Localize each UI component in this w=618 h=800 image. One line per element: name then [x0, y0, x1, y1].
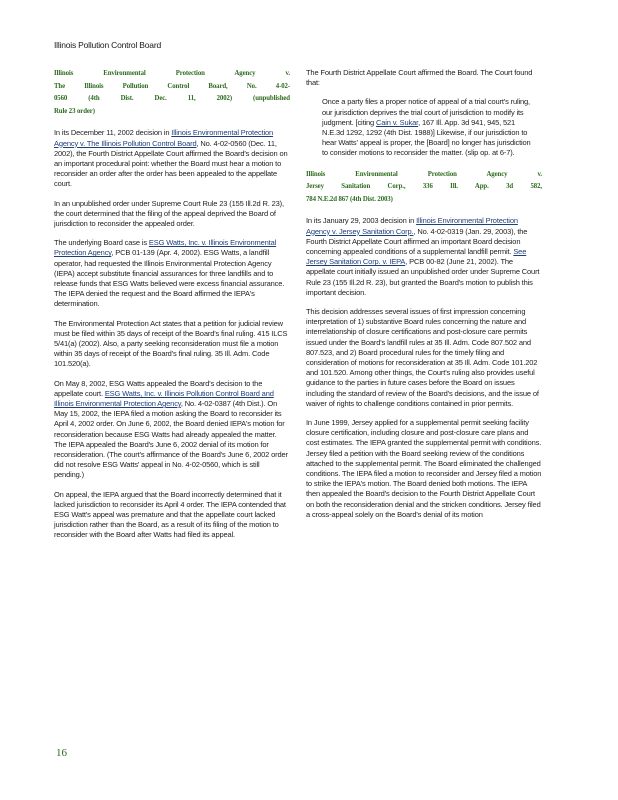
left-column: [54, 68, 290, 550]
case-link[interactable]: Illinois Environmental Protection Agency v. Jersey Sanitation Corp.: [306, 216, 518, 236]
case-link[interactable]: Cain v. Sukar: [376, 117, 419, 127]
case-link[interactable]: Illinois Environmental Protection Agency v. The Illinois Pollution Control Board: [54, 128, 274, 148]
paragraph: On appeal, the IEPA argued that the Board incorrectly determined that it lacked jurisdiction to reconsider its April 4 order. The IEPA contended that ESG Watt's appeal was premature and that the appellate court lacked jurisdiction rather than the Board, as a result of its filing of the motion to reconsider with the Board after Watts had filed its appeal.: [54, 489, 286, 540]
case-heading-line: The Illinois Pollution Control Board, No. 4-02-: [54, 82, 290, 90]
right-column: [306, 68, 542, 529]
paragraph: This decision addresses several issues of first impression concerning interpretation of 1) substantive Board rules concerning the nature and interrelationship of closure certifications and post-closure care permits issued under the Board's landfill rules at 35 Ill. Adm. Code 807.502 and 807.523, and 2) Board procedural rules for the timely filing and consideration of motions for reconsideration at 35 Ill. Adm. Code 101.202 and 101.520. Among other things, the Court's ruling also provides useful guidance to the parties in future cases before the Board on issues including the standard of review of the Board's decisions, and the issue of waiver of rights to challenge conditions contained in prior permits.: [306, 307, 539, 408]
case-heading-line: Rule 23 order): [54, 107, 95, 115]
paragraph: In its December 11, 2002 decision in Illinois Environmental Protection Agency v. The Illinois Pollution Control Board, No. 4-02-0560 (Dec. 11, 2002), the Fourth District Appellate Court affirmed the Board's decision on an important procedural point: whether the Board must hear a motion to reconsider an order after the order has been appealed to the appellate court.: [54, 128, 288, 189]
case-link[interactable]: Jersey Sanitation Corp. v. IEPA: [306, 257, 406, 267]
case-heading-line: Jersey Sanitation Corp., 336 Ill. App. 3d 582,: [306, 183, 542, 191]
case-link[interactable]: ESG Watts, Inc. v. Illinois Pollution Control Board and Illinois Environmental Protection Agency: [54, 388, 274, 409]
case-heading-line: Illinois Environmental Protection Agency v.: [306, 170, 542, 178]
case-link[interactable]: ESG Watts, Inc. v. Illinois Environmental Protection Agency: [54, 238, 277, 258]
paragraph: In its January 29, 2003 decision in Illinois Environmental Protection Agency v. Jersey Sanitation Corp., No. 4-02-0319 (Jan. 29, 2003), the Fourth District Appellate Court affirmed an important Board decision concerning appealed conditions of a supplemental landfill permit. See Jersey Sanitation Corp. v. IEPA, PCB 00-82 (June 21, 2002). The appellate court initially issued an unpublished order under Supreme Court Rule 23 (155 Ill.2d R. 23), but granted the Board's motion to publish this important decision.: [306, 216, 540, 297]
see-signal: See: [513, 247, 527, 257]
block-quote: Once a party files a proper notice of appeal of a trial court's ruling, our jurisdiction deprives the trial court of jurisdiction to modify its judgment. [citing Cain v. Sukar, 167 Ill. App. 3d 941, 945, 521 N.E.3d 1292, 1292 (4th Dist. 1988)] Likewise, if our jurisdiction to hear Watts' appeal is proper, the [Board] no longer has jurisdiction to consider motions to reconsider the matter. (slip op. at 6-7).: [322, 97, 531, 158]
case-heading-line: 784 N.E.2d 867 (4th Dist. 2003): [306, 195, 393, 203]
paragraph: The Fourth District Appellate Court affirmed the Board. The Court found that:: [306, 68, 533, 88]
paragraph: In June 1999, Jersey applied for a supplemental permit seeking facility closure certification, including closure and post-closure care plans and cost estimates. The IEPA granted the supplemental permit with conditions. Jersey filed a petition with the Board seeking review of the conditions attached to the supplemental permit. The Board eliminated the challenged conditions. The IEPA filed a motion to reconsider and Jersey filed a motion to strike the IEPA's motion. The Board denied both motions. The IEPA then appealed the Board's decision to the Fourth District Appellate Court on both the reconsideration denial and the stricken conditions. Jersey filed a cross-appeal solely on the Board's denial of its motion: [306, 418, 542, 519]
paragraph: On May 8, 2002, ESG Watts appealed the Board's decision to the appellate court. ESG Watts, Inc. v. Illinois Pollution Control Board and Illinois Environmental Protection Agency, No. 4-02-0387 (4th Dist.). On May 15, 2002, the IEPA filed a motion asking the Board to reconsider its April 4, 2002 order. On June 6, 2002, the Board denied IEPA's motion for reconsideration because ESG Watts had already appealed the matter. The IEPA appealed the Board's June 6, 2002 denial of its motion for reconsideration. (The court's affirmance of the Board's June 6, 2002 order did not resolve ESG Watts' appeal in No. 4-02-0560, which is still pending.): [54, 378, 288, 480]
case-heading-line: Illinois Environmental Protection Agency v.: [54, 70, 290, 77]
case-heading-line: 0560 (4th Dist. Dec. 11, 2002) (unpublished: [54, 95, 290, 103]
page-number: 16: [56, 747, 67, 759]
paragraph: The Environmental Protection Act states that a petition for judicial review must be filed within 35 days of receipt of the Board's final ruling. 415 ILCS 5/41(a) (2002). Also, a party seeking reconsideration must file a motion within 35 days of receipt of the Board's final ruling. 35 Ill. Adm. Code 101.520(a).: [54, 318, 288, 369]
page-header: Illinois Pollution Control Board: [54, 40, 161, 50]
paragraph: The underlying Board case is ESG Watts, Inc. v. Illinois Environmental Protection Agency, PCB 01-139 (Apr. 4, 2002). ESG Watts, a landfill operator, had requested the Illinois Environmental Protection Agency (IEPA) accept substitute financial assurances for three landfills and to release funds that ESG Watts believed were excess financial assurance. The IEPA denied the request and the Board affirmed the IEPA's determination.: [54, 238, 285, 309]
paragraph: In an unpublished order under Supreme Court Rule 23 (155 Ill.2d R. 23), the court determined that the filing of the appeal deprived the Board of jurisdiction to reconsider the appealed order.: [54, 198, 284, 228]
case-heading-iepa-v-jersey: [306, 169, 542, 207]
case-heading-iepa-v-pcb: [54, 68, 290, 118]
